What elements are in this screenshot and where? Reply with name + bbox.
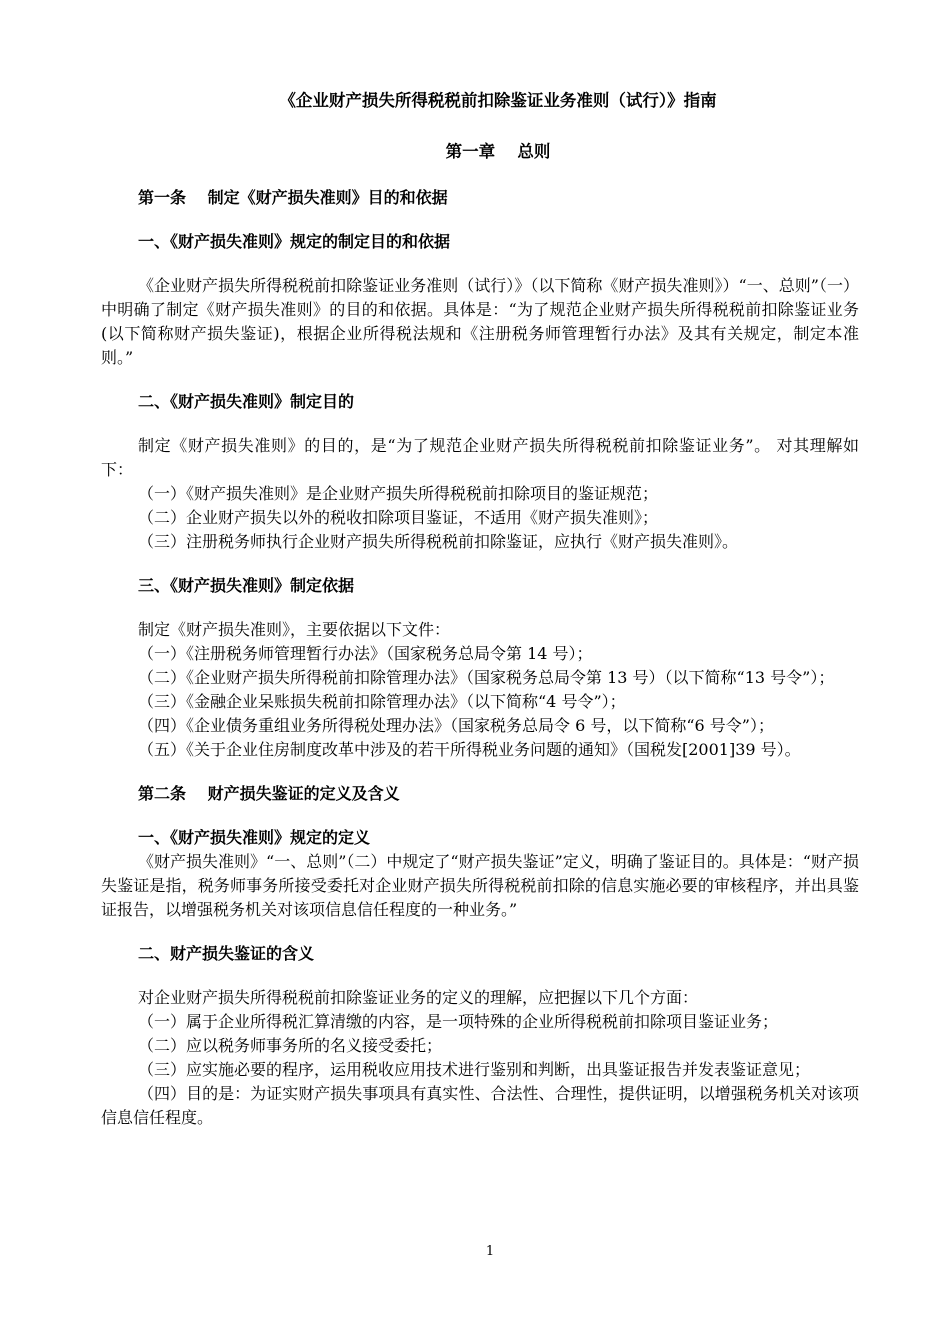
list-item: （三）注册税务师执行企业财产损失所得税税前扣除鉴证，应执行《财产损失准则》。 bbox=[138, 532, 739, 551]
page-number: 1 bbox=[485, 1244, 495, 1259]
list-item: （一）《财产损失准则》是企业财产损失所得税税前扣除项目的鉴证规范； bbox=[138, 484, 659, 503]
article-1-section-1-heading: 一、《财产损失准则》规定的制定目的和依据 bbox=[138, 232, 451, 251]
document-body bbox=[101, 186, 859, 1130]
article-2-section-2-intro: 对企业财产损失所得税税前扣除鉴证业务的定义的理解，应把握以下几个方面： bbox=[138, 988, 699, 1007]
article-2-section-1-paragraph: 《财产损失准则》“一、总则”（二）中规定了“财产损失鉴证”定义，明确了鉴证目的。具体是：“财产损失鉴证是指，税务师事务所接受委托对企业财产损失所得税税前扣除的信息实施必要的审核程序，并出具鉴证报告，以增强税务机关对该项信息信任程度的一种业务。” bbox=[101, 852, 859, 919]
article-1-section-1-paragraph: 《企业财产损失所得税税前扣除鉴证业务准则（试行）》（以下简称《财产损失准则》）“一、总则”（一）中明确了制定《财产损失准则》的目的和依据。具体是：“为了规范企业财产损失所得税税前扣除鉴证业务(以下简称财产损失鉴证)，根据企业所得税法规和《注册税务师管理暂行办法》及其有关规定，制定本准则。” bbox=[101, 276, 859, 367]
list-item: （一）《注册税务师管理暂行办法》（国家税务总局令第 14 号）； bbox=[138, 644, 593, 663]
article-1-section-2-intro: 制定《财产损失准则》的目的，是“为了规范企业财产损失所得税税前扣除鉴证业务”。 对其理解如下： bbox=[101, 436, 859, 479]
list-item: （二）应以税务师事务所的名义接受委托； bbox=[138, 1036, 443, 1055]
article-2-heading: 第二条 财产损失鉴证的定义及含义 bbox=[138, 784, 400, 803]
list-item: （五）《关于企业住房制度改革中涉及的若干所得税业务问题的通知》（国税发[2001]39 号）。 bbox=[138, 740, 801, 759]
list-item: （一）属于企业所得税汇算清缴的内容，是一项特殊的企业所得税税前扣除项目鉴证业务； bbox=[138, 1012, 779, 1031]
list-item: （二）企业财产损失以外的税收扣除项目鉴证，不适用《财产损失准则》； bbox=[138, 508, 659, 527]
list-item: （四）《企业债务重组业务所得税处理办法》（国家税务总局令 6 号，以下简称“6 号令”）； bbox=[138, 716, 774, 735]
article-2-section-2-heading: 二、财产损失鉴证的含义 bbox=[138, 944, 315, 963]
document-title: 《企业财产损失所得税税前扣除鉴证业务准则（试行）》指南 bbox=[279, 91, 717, 110]
article-1-section-2-heading: 二、《财产损失准则》制定目的 bbox=[138, 392, 355, 411]
list-item: （四）目的是：为证实财产损失事项具有真实性、合法性、合理性，提供证明，以增强税务机关对该项信息信任程度。 bbox=[101, 1084, 859, 1127]
chapter-heading: 第一章 总则 bbox=[445, 142, 551, 161]
list-item: （三）应实施必要的程序，运用税收应用技术进行鉴别和判断，出具鉴证报告并发表鉴证意见； bbox=[138, 1060, 811, 1079]
list-item: （二）《企业财产损失所得税前扣除管理办法》（国家税务总局令第 13 号）（以下简称“13 号令”）； bbox=[138, 668, 835, 687]
article-2-section-1-heading: 一、《财产损失准则》规定的定义 bbox=[138, 828, 371, 847]
article-1-section-3-heading: 三、《财产损失准则》制定依据 bbox=[138, 576, 355, 595]
list-item: （三）《金融企业呆账损失税前扣除管理办法》（以下简称“4 号令”）； bbox=[138, 692, 626, 711]
article-1-section-3-intro: 制定《财产损失准则》，主要依据以下文件： bbox=[138, 620, 451, 639]
article-1-heading: 第一条 制定《财产损失准则》目的和依据 bbox=[138, 188, 448, 207]
